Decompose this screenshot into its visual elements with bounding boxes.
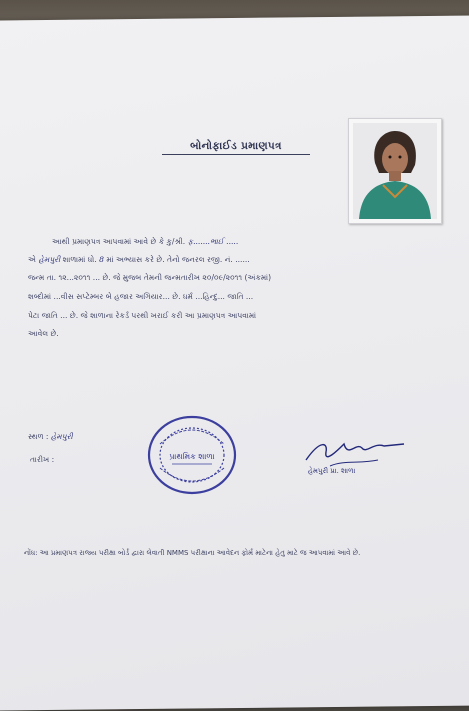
place-value: હેમપુરી <box>50 432 73 441</box>
place-row <box>28 432 73 442</box>
date-label: તારીખ : <box>30 455 55 464</box>
school-name-handwritten: હેમપુરી <box>38 255 61 264</box>
place-label: સ્થળ : <box>28 432 49 441</box>
line2-suffix: માં અભ્યાસ કરે છે. તેનો જનરલ રજી. નં. ...... <box>106 255 250 264</box>
body-line-1 <box>28 236 443 247</box>
body-line-4: શબ્દોમાં ...વીસ સપ્ટેમ્બર બે હજાર અગિયાર... છે. ધર્મ ...હિન્દુ... જાતિ ... <box>28 292 254 301</box>
line1-prefix: આથી પ્રમાણપત્ર આપવામાં આવે છે કે કુ/શ્રી. <box>52 237 186 246</box>
body-line-3: જન્મ તા. ૧૨...૨૦૧૧ ... છે. જે મુજબ તેમની જન્મતારીખ ૨૦/૦૯/૨૦૧૧ (અંકમાં) <box>28 273 272 282</box>
body-line-5: પેટા જાતિ ... છે. જે શાળાના રેકર્ડ પરથી ખરાઈ કરી આ પ્રમાણપત્ર આપવામાં <box>28 311 257 320</box>
standard-handwritten: 8 <box>99 255 104 264</box>
body-line-6: આવેલ છે. <box>28 329 59 338</box>
footer-note: નોંધ: આ પ્રમાણપત્ર રાજ્ય પરીક્ષા બોર્ડ દ્વારા લેવાતી NMMS પરીક્ષાના આવેદન ફોર્મ માટેના હેતુ માટે જ આપવામાં આવે છે. <box>24 549 361 557</box>
stamp-text: પ્રાથમિક શાળા <box>169 452 215 461</box>
body-line-2 <box>28 254 443 265</box>
signature-caption: હેમપુરી પ્રા. શાળા <box>308 467 356 475</box>
student-photo <box>348 118 442 224</box>
school-stamp <box>146 414 238 496</box>
student-name-handwritten: ફ.......ભાઈ ..... <box>187 237 239 246</box>
line2-mid: શાળામાં ધો. <box>62 255 97 264</box>
line2-prefix: એ <box>28 255 37 264</box>
document-title: બોનોફાઈડ પ્રમાણપત્ર <box>162 140 310 155</box>
